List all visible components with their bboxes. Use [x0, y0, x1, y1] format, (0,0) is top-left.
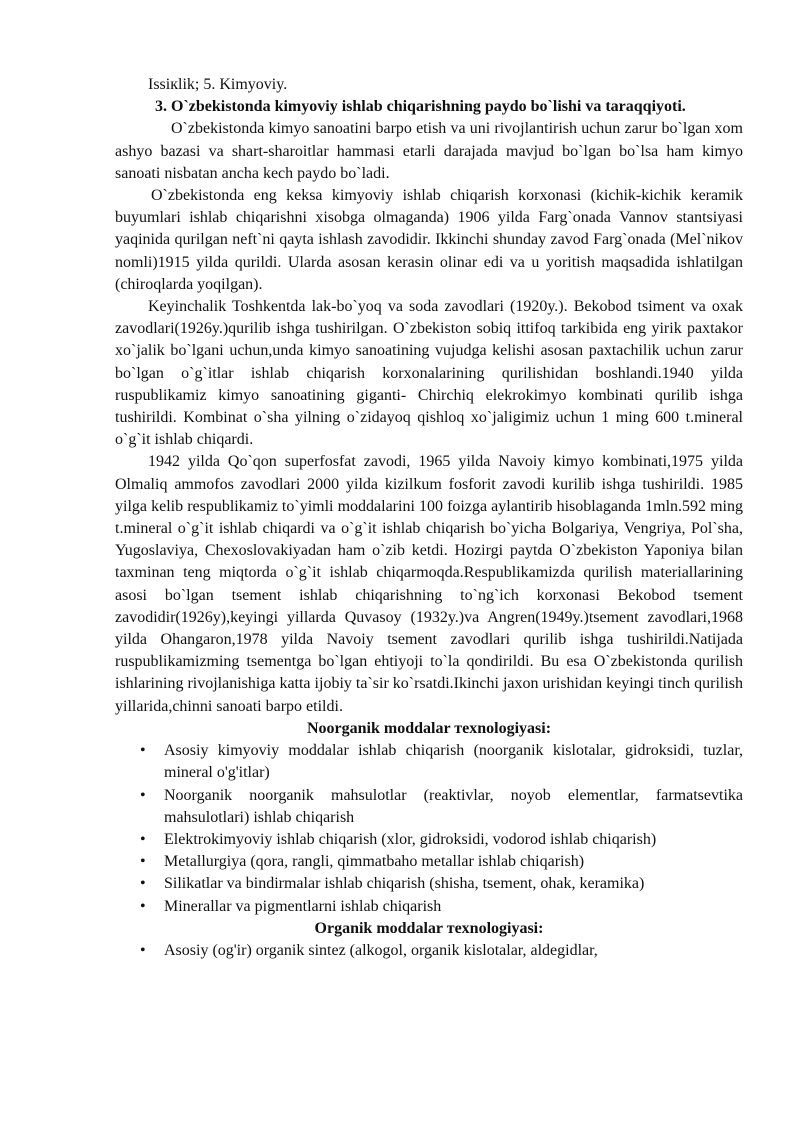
list-item [115, 829, 743, 851]
bullet-icon: • [140, 853, 146, 871]
list-item [115, 740, 743, 784]
list-item [115, 785, 743, 829]
intro-line: Issiкlik; 5. Kimyoviy. [148, 76, 288, 93]
organic-list [115, 940, 743, 962]
list-item-text: Silikatlar va bindirmalar ishlab chiqarish (shisha, tsement, ohak, keramika) [164, 875, 645, 893]
bullet-icon: • [140, 941, 146, 959]
list-item-text: Noorganik noorganik mahsulotlar (reaktivlar, noyob elementlar, farmatsevtika mahsulotlari) ishlab chiqarish [164, 786, 743, 826]
inorganic-heading: Noorganik moddalar тexnologiyasi: [306, 719, 552, 737]
paragraph-4: 1942 yilda Qo`qon superfosfat zavodi, 1965 yilda Navoiy kimyo kombinati,1975 yilda Olmaliq ammofos zavodlari 2000 yilda kizilkum fosforit zavodi kurilib ishga tushirildi. 1985 yilga kelib respublikamiz to`yimli moddalarini 100 foizga aylantirib hisoblaganda 1mln.592 ming t.mineral o`g`it ishlab chiqardi va o`g`it ishlab chiqarish bo`yicha Bolgariya, Vengriya, Pol`sha, Yugoslaviya, Chexoslovakiyadan ham o`zib ketdi. Hozirgi paytda O`zbekiston Yaponiya bilan taxminan teng miqtorda o`g`it ishlab chiqarmoqda.Respublikamizda qurilish materiallarining asosi bo`lgan tsement ishlab chiqarishning to`ng`ich korxonasi Bekobod tsement zavodidir(1926y),keyingi yillarda Quvasoy (1932y.)va Angren(1949y.)tsement zavodlari,1968 yilda Ohangaron,1978 yilda Navoiy tsement zavodlari qurilib ishga tushirildi.Natijada ruspublikamizming tsementga bo`lgan ehtiyoji to`la qondirildi. Bu esa O`zbekistonda qurilish ishlarining rivojlanishiga katta ijobiy ta`sir ko`rsatdi.Ikinchi jaxon urishidan keyingi tinch qurilish yillarida,chinni sanoati barpo etildi. [115, 453, 743, 715]
paragraph-2: O`zbekistonda eng keksa kimyoviy ishlab chiqarish korxonasi (kichik-kichik keramik buyumlari ishlab chiqarishni xisobga olmaganda) 1906 yilda Farg`onada Vannov stantsiyasi yaqinida qurilgan neft`ni qayta ishlash zavodidir. Ikkinchi shunday zavod Farg`onada (Mel`nikov nomli)1915 yilda qurildi. Ularda asosan kerasin olinar edi va u yoritish maqsadida ishlatilgan (chiroqlarda yoqilgan). [115, 187, 743, 293]
list-item [115, 851, 743, 873]
bullet-icon: • [140, 742, 146, 760]
bullet-icon: • [140, 875, 146, 893]
inorganic-list [115, 740, 743, 918]
organic-heading: Organik moddalar тexnologiyasi: [314, 919, 544, 937]
list-item-text: Asosiy (og'ir) organik sintez (alkogol, organik kislotalar, aldegidlar, [164, 941, 598, 959]
section-heading: 3. O`zbekistonda kimyoviy ishlab chiqarishning paydo bo`lishi va taraqqiyoti. [155, 98, 686, 116]
paragraph-1: O`zbekistonda kimyo sanoatini barpo etish va uni rivojlantirish uchun zarur bo`lgan xom ashyo bazasi va shart-sharoitlar hammasi etarli darajada mavjud bo`lgan bo`lsa ham kimyo sanoati nisbatan ancha kech paydo bo`ladi. [115, 120, 743, 182]
list-item [115, 873, 743, 895]
list-item-text: Metallurgiya (qora, rangli, qimmatbaho metallar ishlab chiqarish) [164, 853, 585, 871]
bullet-icon: • [140, 897, 146, 915]
list-item-text: Asosiy kimyoviy moddalar ishlab chiqarish (noorganik kislotalar, gidroksidi, tuzlar, mineral o'g'itlar) [164, 742, 743, 782]
list-item [115, 940, 743, 962]
bullet-icon: • [140, 786, 146, 804]
list-item-text: Minerallar va pigmentlarni ishlab chiqarish [164, 897, 442, 915]
list-item [115, 896, 743, 918]
paragraph-3: Keyinchalik Toshkentda lak-bo`yoq va soda zavodlari (1920y.). Bekobod tsiment va oxak zavodlari(1926y.)qurilib ishga tushirilgan. O`zbekiston sobiq ittifoq tarkibida eng yirik paxtakor xo`jalik bo`lgani uchun,unda kimyo sanoatining vujudga kelishi asosan paxtachilik uchun zarur bo`lgan o`g`itlar ishlab chiqarish korxonalarining qurilishidan boshlandi.1940 yilda ruspublikamiz kimyo sanoatining giganti- Chirchiq elekrokimyo kombinati qurilib ishga tushirildi. Kombinat o`sha yilning o`zidayoq qishloq xo`jaligimiz uchun 1 ming 600 t.mineral o`g`it ishlab chiqardi. [115, 298, 743, 449]
list-item-text: Elektrokimyoviy ishlab chiqarish (xlor, gidroksidi, vodorod ishlab chiqarish) [164, 830, 657, 848]
bullet-icon: • [140, 830, 146, 848]
